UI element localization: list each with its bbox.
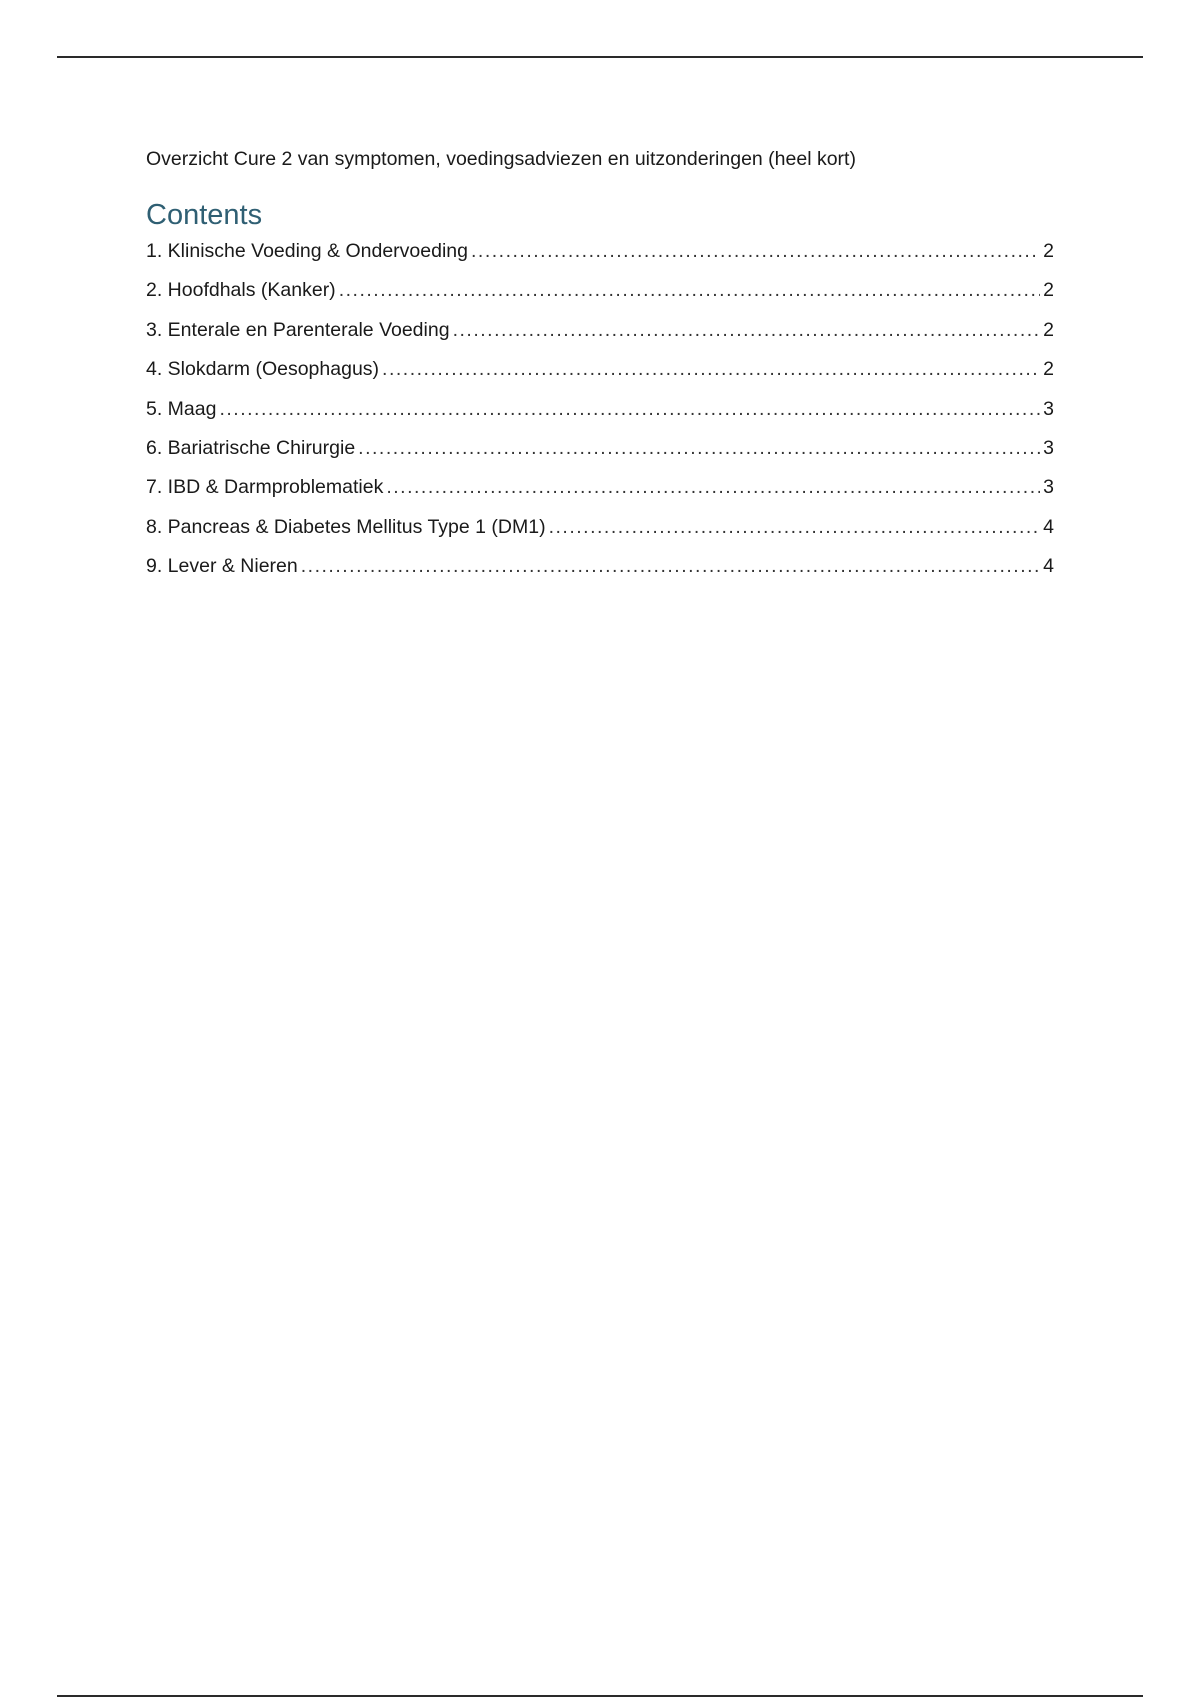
toc-entry-klinische-voeding[interactable] [146, 238, 1054, 270]
toc-entry-maag[interactable] [146, 388, 1054, 427]
toc-entry-page: 2 [1043, 318, 1054, 341]
toc-dot-leader [358, 435, 1040, 461]
toc-dot-leader [471, 238, 1040, 264]
toc-dot-leader [301, 553, 1040, 579]
toc-entry-bariatrische-chirurgie[interactable] [146, 428, 1054, 467]
toc-heading: Contents [146, 199, 263, 231]
toc-entry-label: 5. Maag [146, 397, 217, 420]
toc-dot-leader [386, 474, 1040, 500]
toc-dot-leader [339, 277, 1040, 303]
toc-entry-page: 3 [1043, 397, 1054, 420]
toc-entry-label: 7. IBD & Darmproblematiek [146, 476, 384, 499]
toc-entry-hoofdhals[interactable] [146, 270, 1054, 309]
toc-entry-label: 9. Lever & Nieren [146, 555, 298, 578]
header-rule [57, 56, 1143, 58]
toc-entry-page: 3 [1043, 436, 1054, 459]
toc-entry-slokdarm[interactable] [146, 349, 1054, 388]
toc-entry-label: 8. Pancreas & Diabetes Mellitus Type 1 (DM1) [146, 515, 546, 538]
toc-entry-label: 4. Slokdarm (Oesophagus) [146, 358, 380, 381]
footer-rule [57, 1695, 1143, 1697]
toc-entry-label: 2. Hoofdhals (Kanker) [146, 279, 336, 302]
toc-entry-page: 3 [1043, 476, 1054, 499]
toc-dot-leader [549, 514, 1041, 540]
toc-entry-page: 4 [1043, 515, 1054, 538]
toc-entry-pancreas-dm1[interactable] [146, 506, 1054, 545]
toc-entry-enterale-parenterale[interactable] [146, 309, 1054, 348]
toc-dot-leader [219, 396, 1040, 422]
toc-entry-label: 6. Bariatrische Chirurgie [146, 436, 356, 459]
toc-dot-leader [382, 356, 1040, 382]
document-title: Overzicht Cure 2 van symptomen, voedingsadviezen en uitzonderingen (heel kort) [146, 148, 856, 170]
toc-entry-page: 2 [1043, 358, 1054, 381]
toc-entry-ibd[interactable] [146, 467, 1054, 506]
toc-entry-page: 2 [1043, 240, 1054, 262]
toc-entry-label: 3. Enterale en Parenterale Voeding [146, 318, 450, 341]
toc-entry-label: 1. Klinische Voeding & Ondervoeding [146, 240, 468, 262]
document-body [146, 146, 1054, 585]
toc-entry-page: 4 [1043, 555, 1054, 578]
toc-entry-lever-nieren[interactable] [146, 546, 1054, 585]
toc-entry-page: 2 [1043, 279, 1054, 302]
table-of-contents [146, 238, 1054, 585]
toc-dot-leader [453, 317, 1041, 343]
